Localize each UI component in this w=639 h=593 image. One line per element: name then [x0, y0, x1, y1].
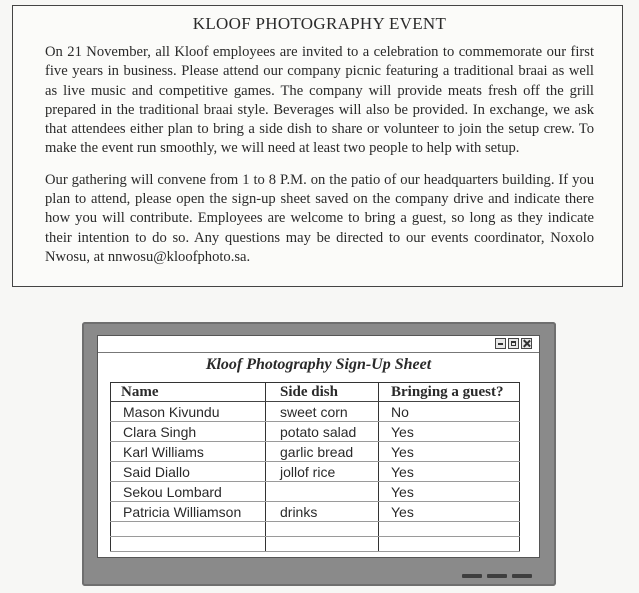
table-row [111, 422, 520, 442]
cell-guest: Yes [379, 502, 520, 522]
cell-empty [379, 522, 520, 537]
maximize-icon[interactable] [508, 338, 519, 349]
cell-side-dish: sweet corn [266, 402, 379, 422]
header-side-dish: Side dish [266, 383, 379, 402]
table-row-empty [111, 522, 520, 537]
cell-guest: Yes [379, 442, 520, 462]
notice-paragraph-1: On 21 November, all Kloof employees are invited to a celebration to commemorate our first five years in business. Please attend our company picnic featuring a traditional braai as well as live music and competitive games. The company will provide meats fresh off the grill prepared in the traditional braai style. Beverages will also be provided. In exchange, we ask that attendees either plan to bring a side dish to share or volunteer to join the setup crew. To make the event run smoothly, we will need at least two people to help with setup. [45, 44, 594, 157]
cell-name: Said Diallo [111, 462, 266, 482]
cell-name: Clara Singh [111, 422, 266, 442]
cell-empty [111, 522, 266, 537]
header-bringing-guest: Bringing a guest? [379, 383, 520, 402]
cell-side-dish: drinks [266, 502, 379, 522]
table-header-row [111, 383, 520, 402]
cell-guest: Yes [379, 422, 520, 442]
table-row [111, 482, 520, 502]
monitor-vents [462, 574, 532, 578]
cell-name: Karl Williams [111, 442, 266, 462]
cell-side-dish: potato salad [266, 422, 379, 442]
header-name: Name [111, 383, 266, 402]
cell-guest: Yes [379, 462, 520, 482]
vent-mark [487, 574, 507, 578]
notice-paragraph-2: Our gathering will convene from 1 to 8 P.M. on the patio of our headquarters building. If you plan to attend, please open the sign-up sheet saved on the company drive and indicate there how you will contribute. Employees are welcome to bring a guest, so long as they indicate their intention to do so. Any questions may be directed to our events coordinator, Noxolo Nwosu, at nnwosu@kloofphoto.sa. [45, 171, 594, 265]
cell-name: Sekou Lombard [111, 482, 266, 502]
cell-side-dish: jollof rice [266, 462, 379, 482]
cell-name: Mason Kivundu [111, 402, 266, 422]
window-titlebar [98, 336, 539, 353]
signup-table [110, 382, 520, 552]
cell-side-dish [266, 482, 379, 502]
cell-guest: Yes [379, 482, 520, 502]
table-row-empty [111, 537, 520, 552]
cell-empty [266, 522, 379, 537]
vent-mark [462, 574, 482, 578]
table-row [111, 442, 520, 462]
sheet-title: Kloof Photography Sign-Up Sheet [205, 356, 432, 373]
cell-side-dish: garlic bread [266, 442, 379, 462]
table-row [111, 402, 520, 422]
cell-empty [111, 537, 266, 552]
cell-guest: No [379, 402, 520, 422]
notice-title: KLOOF PHOTOGRAPHY EVENT [192, 14, 447, 33]
signup-window [97, 335, 540, 558]
event-notice [12, 5, 623, 287]
minimize-icon[interactable] [495, 338, 506, 349]
table-row [111, 462, 520, 482]
close-icon[interactable] [521, 338, 532, 349]
vent-mark [512, 574, 532, 578]
cell-empty [266, 537, 379, 552]
window-controls [495, 338, 532, 349]
table-row [111, 502, 520, 522]
monitor-illustration [82, 322, 556, 586]
cell-empty [379, 537, 520, 552]
cell-name: Patricia Williamson [111, 502, 266, 522]
